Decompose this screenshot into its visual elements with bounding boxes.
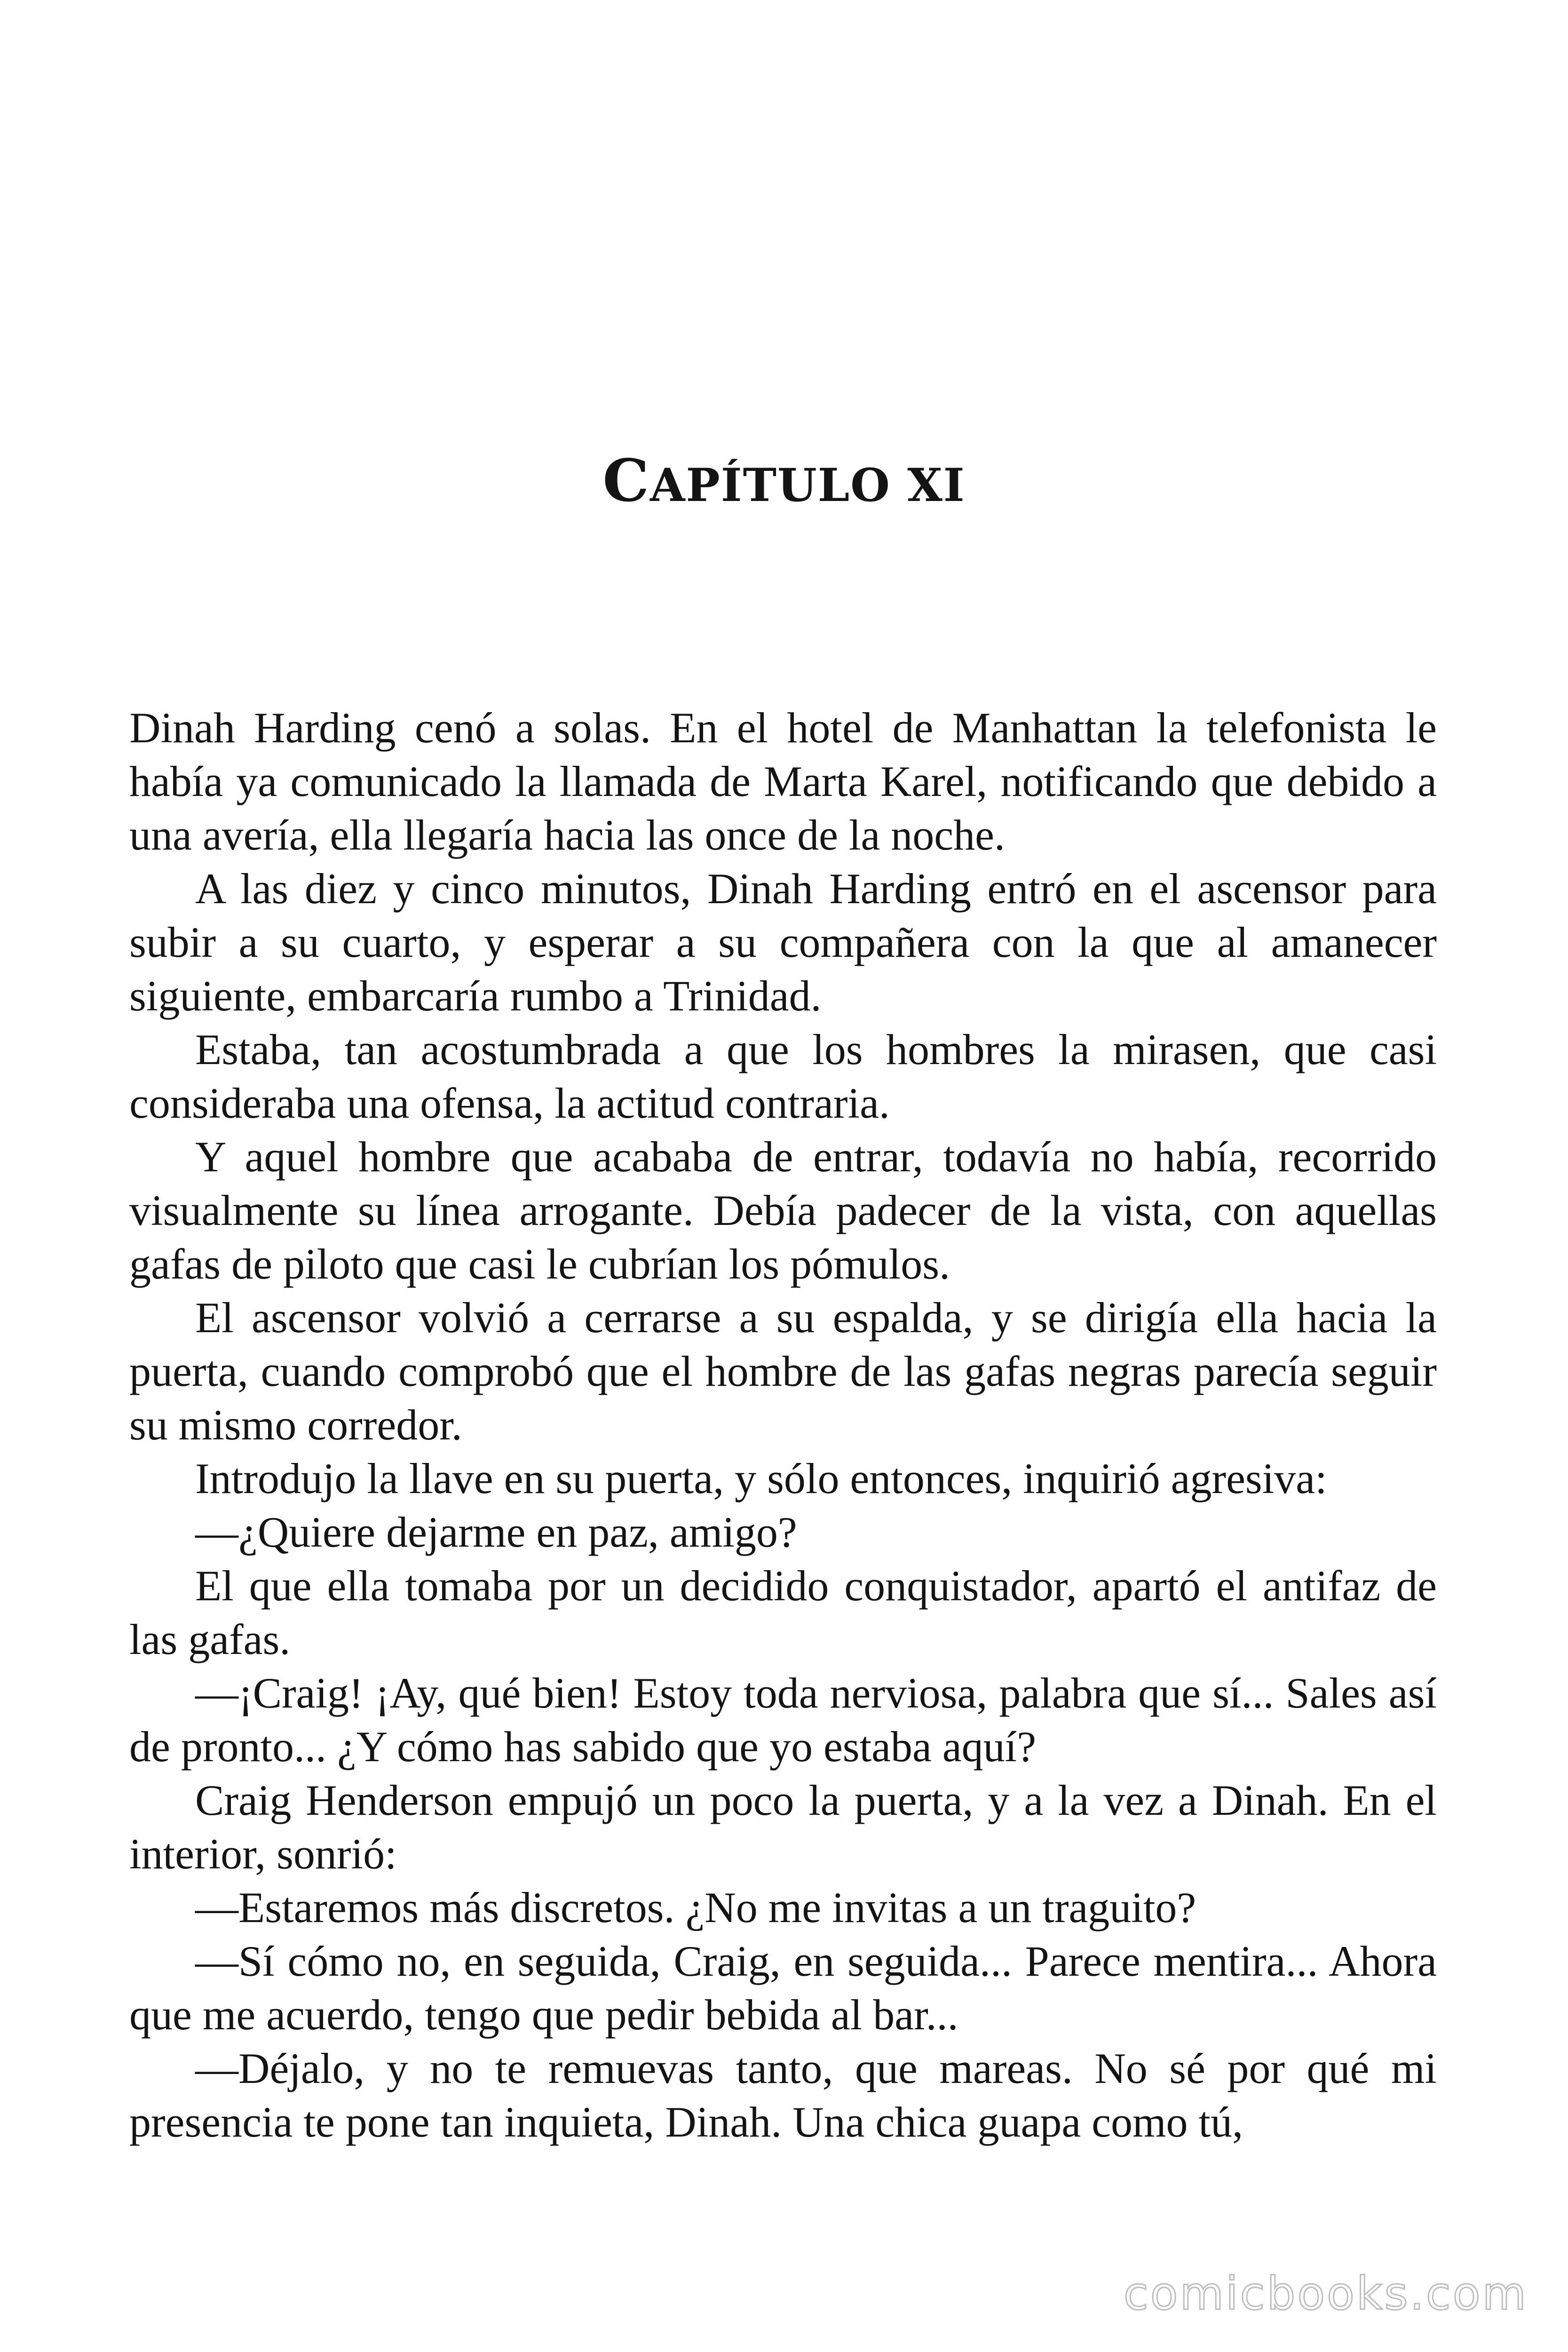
chapter-title xyxy=(0,447,1568,515)
paragraph: El ascensor volvió a cerrarse a su espalda, y se dirigía ella hacia la puerta, cuando comprobó que el hombre de las gafas negras parecía seguir su mismo corredor. xyxy=(129,1294,1437,1449)
paragraph: —Estaremos más discretos. ¿No me invitas a un traguito? xyxy=(195,1883,1196,1931)
paragraph: Dinah Harding cenó a solas. En el hotel de Manhattan la telefonista le había ya comunicado la llamada de Marta Karel, notificando que debido a una avería, ella llegaría hacia las once de la noche. xyxy=(129,704,1437,859)
paragraph: A las diez y cinco minutos, Dinah Harding entró en el ascensor para subir a su cuarto, y esperar a su compañera con la que al amanecer siguiente, embarcaría rumbo a Trinidad. xyxy=(129,865,1437,1020)
watermark-text: comicbooks.com xyxy=(1123,2267,1528,2320)
paragraph: Craig Henderson empujó un poco la puerta, y a la vez a Dinah. En el interior, sonrió: xyxy=(129,1776,1437,1878)
paragraph: Introdujo la llave en su puerta, y sólo entonces, inquirió agresiva: xyxy=(195,1454,1327,1502)
paragraph: —¡Craig! ¡Ay, qué bien! Estoy toda nerviosa, palabra que sí... Sales así de pronto... ¿Y cómo has sabido que yo estaba aquí? xyxy=(129,1669,1437,1771)
chapter-body xyxy=(129,701,1437,2149)
paragraph: —¿Quiere dejarme en paz, amigo? xyxy=(195,1508,797,1556)
paragraph: Estaba, tan acostumbrada a que los hombres la mirasen, que casi consideraba una ofensa, la actitud contraria. xyxy=(129,1025,1437,1127)
paragraph: —Déjalo, y no te remuevas tanto, que mareas. No sé por qué mi presencia te pone tan inquieta, Dinah. Una chica guapa como tú, xyxy=(129,2044,1437,2146)
paragraph: Y aquel hombre que acababa de entrar, todavía no había, recorrido visualmente su línea arrogante. Debía padecer de la vista, con aquellas gafas de piloto que casi le cubrían los pómulos. xyxy=(129,1133,1437,1288)
paragraph: El que ella tomaba por un decidido conquistador, apartó el antifaz de las gafas. xyxy=(129,1562,1437,1663)
chapter-title-rest: APÍTULO XI xyxy=(650,459,966,512)
chapter-title-initial: C xyxy=(602,447,650,515)
paragraph: —Sí cómo no, en seguida, Craig, en seguida... Parece mentira... Ahora que me acuerdo, tengo que pedir bebida al bar... xyxy=(129,1937,1437,2039)
